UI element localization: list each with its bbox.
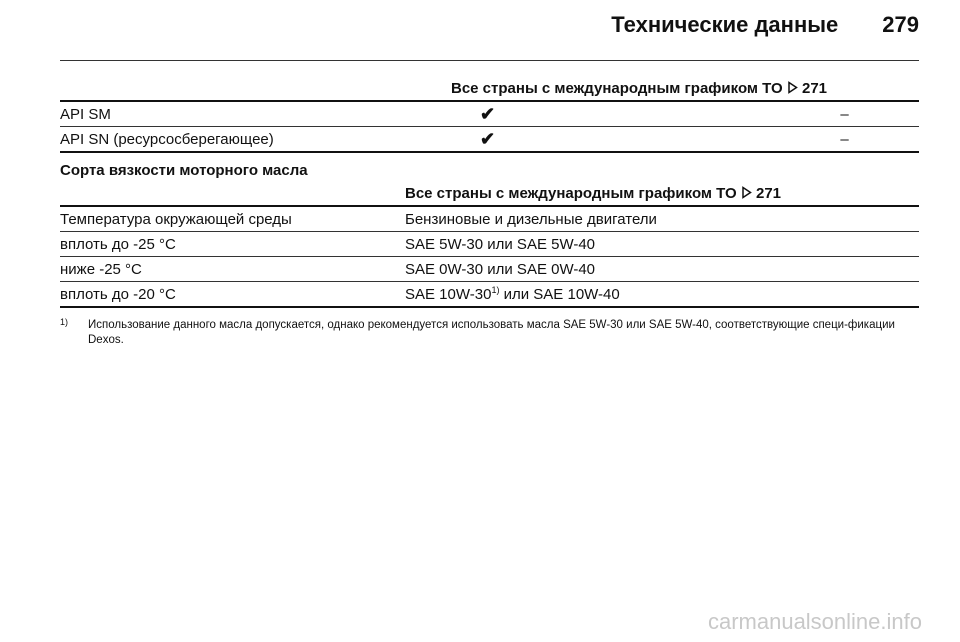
- page-header: [60, 12, 919, 38]
- oil-grade-cell: SAE 0W-30 или SAE 0W-40: [405, 257, 919, 282]
- page-ref: 271: [755, 184, 782, 202]
- table-row: [60, 232, 919, 257]
- footnote: [60, 318, 919, 348]
- table-header-row: [60, 181, 919, 206]
- oil-grade-cell: SAE 10W-30$^{1)}$ или SAE 10W-40: [405, 282, 919, 308]
- spec-label: API SN (ресурсосберегающее): [60, 127, 480, 153]
- dash-value: –: [770, 127, 919, 153]
- dash-value: –: [770, 101, 919, 127]
- temperature-cell: ниже -25 °С: [60, 257, 405, 282]
- table-row: [60, 257, 919, 282]
- page-ref: 271: [801, 79, 828, 97]
- arrow-ref-icon: [787, 80, 802, 97]
- footnote-mark: 1): [60, 317, 69, 327]
- temperature-cell: вплоть до -20 °С: [60, 282, 405, 308]
- column-header: Все страны с международным графиком ТО 271: [60, 181, 919, 206]
- col-header-engines: Бензиновые и дизельные двигатели: [405, 206, 919, 232]
- header-divider: [60, 60, 919, 61]
- table-header-row: [60, 76, 919, 101]
- watermark: carmanualsonline.info: [707, 609, 922, 634]
- footnote-text: Использование данного масла допускается, однако рекомендуется использовать масла SAE 5W-30 или SAE 5W-40, соответствующие специ-фикации Dexos.: [88, 319, 895, 346]
- page-number: 279: [882, 12, 919, 37]
- column-header: Все страны с международным графиком ТО 271: [60, 76, 919, 101]
- table-row: [60, 282, 919, 308]
- col-header-temperature: Температура окружающей среды: [60, 206, 405, 232]
- table-row: [60, 127, 919, 153]
- oil-grade-cell: SAE 5W-30 или SAE 5W-40: [405, 232, 919, 257]
- viscosity-table: [60, 181, 919, 308]
- spec-label: API SM: [60, 101, 480, 127]
- temperature-cell: вплоть до -25 °С: [60, 232, 405, 257]
- check-icon: ✔: [480, 101, 770, 127]
- arrow-ref-icon: [741, 185, 756, 202]
- footnote-ref: 1): [491, 285, 500, 295]
- section-title: Сорта вязкости моторного масла: [60, 162, 308, 179]
- check-icon: ✔: [480, 127, 770, 153]
- table-row: [60, 101, 919, 127]
- oil-spec-table: [60, 76, 919, 153]
- page-title: Технические данные: [611, 12, 839, 37]
- table-subheader-row: [60, 206, 919, 232]
